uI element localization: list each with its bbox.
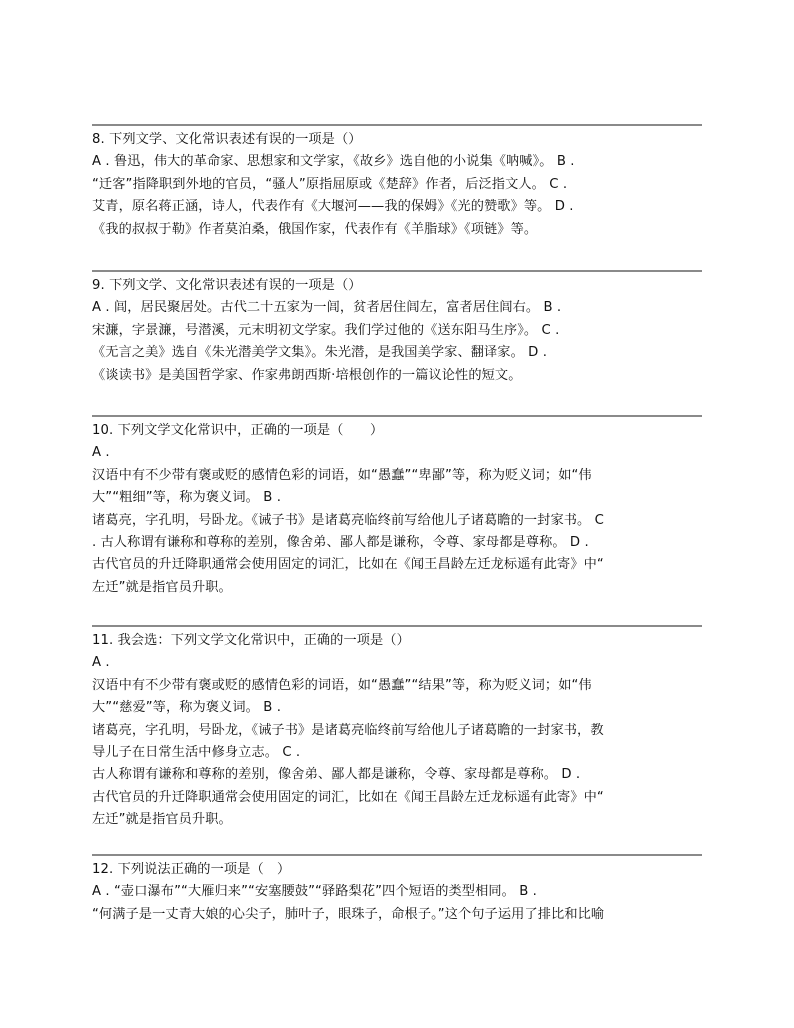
question-line: A . 鲁迅，伟大的革命家、思想家和文学家，《故乡》选自他的小说集《呐喊》。 B .	[92, 154, 575, 170]
question-11	[92, 625, 702, 832]
question-title: 9. 下列文学、文化常识表述有误的一项是（）	[92, 278, 362, 293]
question-line: 古代官员的升迁降职通常会使用固定的词汇，比如在《闻王昌龄左迁龙标遥有此寄》中“	[92, 557, 604, 573]
question-line: 左迁”就是指官员升职。	[92, 812, 232, 828]
question-line: A . 闾，居民聚居处。古代二十五家为一闾，贫者居住闾左，富者居住闾右。 B .	[92, 300, 562, 316]
divider	[92, 854, 702, 856]
question-line: 汉语中有不少带有褒或贬的感情色彩的词语，如“愚蠢”“卑鄙”等，称为贬义词；如“伟	[92, 467, 592, 483]
question-line: 诸葛亮，字孔明，号卧龙，《诫子书》是诸葛亮临终前写给他儿子诸葛瞻的一封家书，教	[92, 722, 604, 738]
question-line: 导儿子在日常生活中修身立志。 C .	[92, 745, 301, 761]
question-line: 大”“慈爱”等，称为褒义词。 B .	[92, 700, 281, 716]
question-title: 8. 下列文学、文化常识表述有误的一项是（）	[92, 132, 362, 147]
question-9	[92, 270, 702, 387]
question-line: 左迁”就是指官员升职。	[92, 579, 232, 595]
question-8	[92, 124, 702, 241]
question-12	[92, 854, 702, 926]
question-line: 《谈读书》是美国哲学家、作家弗朗西斯·培根创作的一篇议论性的短文。	[92, 367, 522, 383]
question-line: 古代官员的升迁降职通常会使用固定的词汇，比如在《闻王昌龄左迁龙标遥有此寄》中“	[92, 789, 604, 805]
divider	[92, 270, 702, 272]
question-line: 艾青，原名蒋正涵，诗人，代表作有《大堰河——我的保姆》《光的赞歌》等。 D .	[92, 199, 574, 215]
question-line: 《我的叔叔于勒》作者莫泊桑，俄国作家，代表作有《羊脂球》《项链》等。	[92, 221, 538, 237]
question-line: A .	[92, 445, 110, 461]
question-line: “迁客”指降职到外地的官员，“骚人”原指屈原或《楚辞》作者，后泛指文人。 C .	[92, 176, 568, 192]
question-line: . 古人称谓有谦称和尊称的差别，像舍弟、鄙人都是谦称，令尊、家母都是尊称。 D .	[92, 535, 589, 551]
divider	[92, 625, 702, 627]
question-line: A .	[92, 655, 110, 671]
question-line: A . “壶口瀑布”“大雁归来”“安塞腰鼓”“驿路梨花”四个短语的类型相同。 B .	[92, 884, 537, 900]
question-line: 《无言之美》选自《朱光潜美学文集》。朱光潜，是我国美学家、翻译家。 D .	[92, 345, 548, 361]
question-line: “何满子是一丈青大娘的心尖子，肺叶子，眼珠子，命根子。”这个句子运用了排比和比喻	[92, 906, 605, 922]
question-title: 11. 我会选：下列文学文化常识中，正确的一项是（）	[92, 633, 410, 648]
question-title: 12. 下列说法正确的一项是（ ）	[92, 862, 291, 877]
question-line: 宋濂，字景濂，号潜溪，元末明初文学家。我们学过他的《送东阳马生序》。 C .	[92, 322, 560, 338]
question-line: 古人称谓有谦称和尊称的差别，像舍弟、鄙人都是谦称，令尊、家母都是尊称。 D .	[92, 767, 581, 783]
divider	[92, 124, 702, 126]
question-10	[92, 415, 702, 599]
question-line: 汉语中有不少带有褒或贬的感情色彩的词语，如“愚蠢”“结果”等，称为贬义词；如“伟	[92, 677, 592, 693]
question-line: 大”“粗细”等，称为褒义词。 B .	[92, 490, 281, 506]
divider	[92, 415, 702, 417]
question-title: 10. 下列文学文化常识中，正确的一项是（ ）	[92, 423, 384, 438]
question-line: 诸葛亮，字孔明，号卧龙。《诫子书》是诸葛亮临终前写给他儿子诸葛瞻的一封家书。 C	[92, 512, 604, 528]
